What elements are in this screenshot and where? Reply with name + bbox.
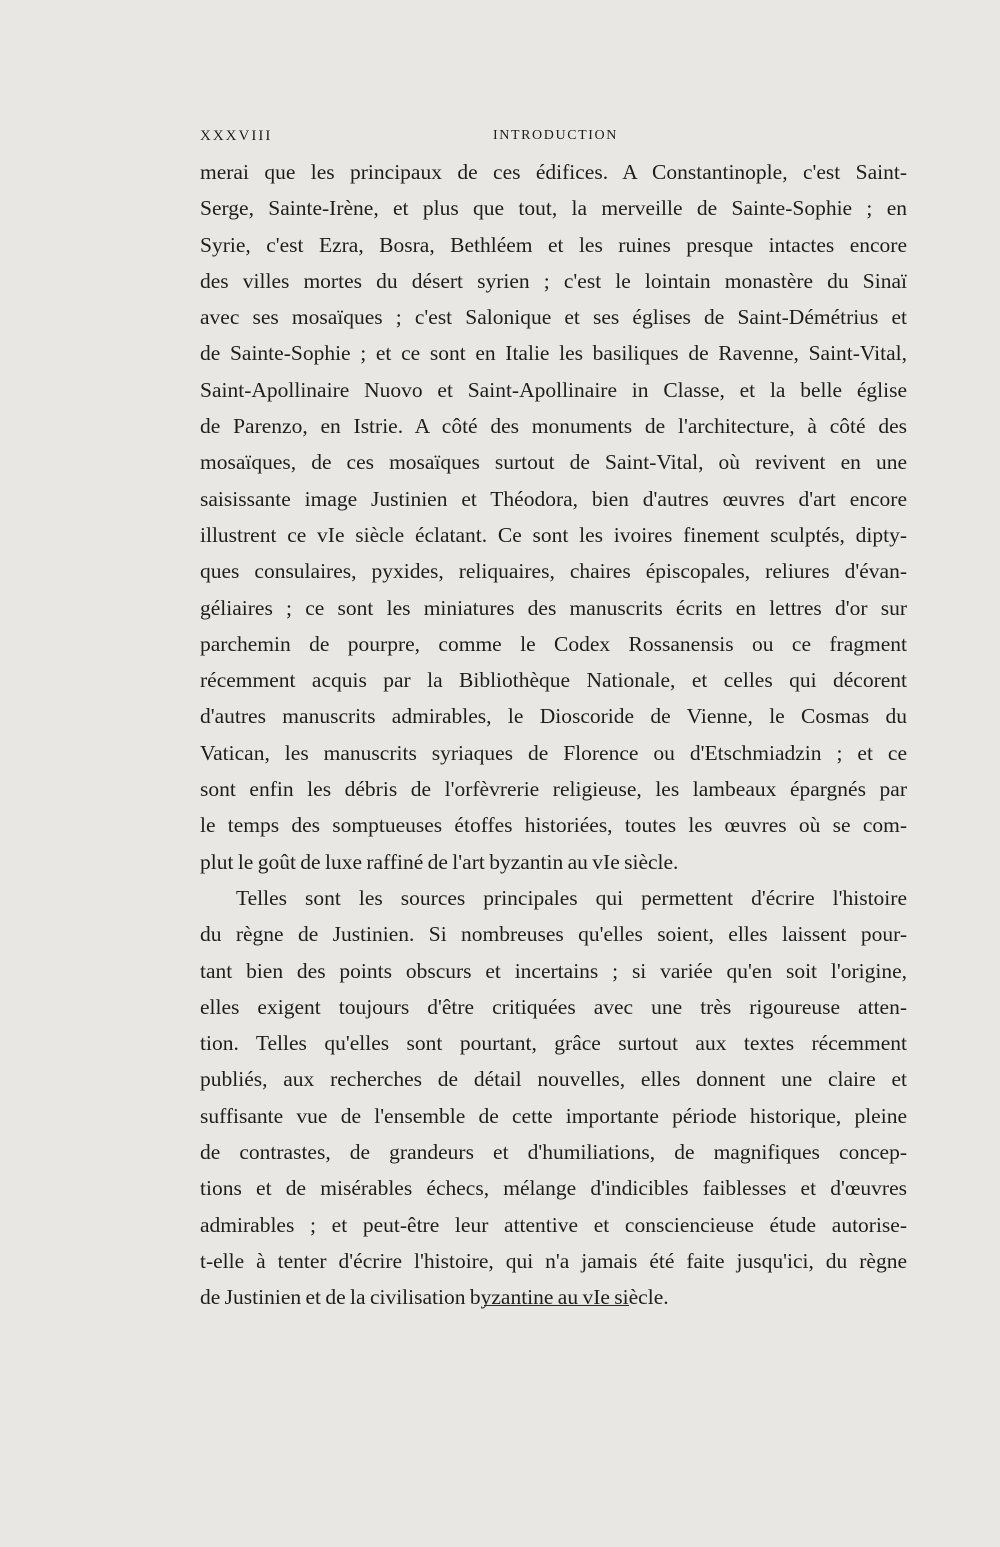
text-line: géliaires ; ce sont les miniatures des manuscrits écrits en lettres d'or sur [200,595,907,620]
text-line: mosaïques, de ces mosaïques surtout de Saint-Vital, où revivent en une [200,450,907,475]
paragraph-1 [200,154,907,880]
body-text [200,154,907,1316]
text-line: de contrastes, de grandeurs et d'humiliations, de magnifiques concep- [200,1140,907,1165]
text-line: tant bien des points obscurs et incertains ; si variée qu'en soit l'origine, [200,958,907,983]
text-line: tions et de misérables échecs, mélange d'indicibles faiblesses et d'œuvres [200,1176,907,1201]
text-line: des villes mortes du désert syrien ; c'est le lointain monastère du Sinaï [200,268,907,293]
text-line: suffisante vue de l'ensemble de cette importante période historique, pleine [200,1103,907,1128]
text-line: parchemin de pourpre, comme le Codex Rossanensis ou ce fragment [200,631,907,656]
page-number: XXXVIII [200,128,273,144]
running-head: INTRODUCTION [493,128,618,143]
text-line: Vatican, les manuscrits syriaques de Florence ou d'Etschmiadzin ; et ce [200,740,907,765]
text-line: de Justinien et de la civilisation byzantine au vIe siècle. [200,1285,669,1310]
text-line: récemment acquis par la Bibliothèque Nationale, et celles qui décorent [200,668,907,693]
text-line: admirables ; et peut-être leur attentive et consciencieuse étude autorise- [200,1212,907,1237]
text-line: de Sainte-Sophie ; et ce sont en Italie les basiliques de Ravenne, Saint-Vital, [200,341,907,366]
text-line: publiés, aux recherches de détail nouvelles, elles donnent une claire et [200,1067,907,1092]
text-line: Syrie, c'est Ezra, Bosra, Bethléem et les ruines presque intactes encore [200,232,907,257]
text-line: t-elle à tenter d'écrire l'histoire, qui n'a jamais été faite jusqu'ici, du règne [200,1248,907,1273]
text-line: de Parenzo, en Istrie. A côté des monuments de l'architecture, à côté des [200,414,907,439]
text-line: d'autres manuscrits admirables, le Dioscoride de Vienne, le Cosmas du [200,704,907,729]
text-line: tion. Telles qu'elles sont pourtant, grâce surtout aux textes récemment [200,1031,907,1056]
text-line: merai que les principaux de ces édifices. A Constantinople, c'est Saint- [200,160,907,184]
text-line: le temps des somptueuses étoffes historiées, toutes les œuvres où se com- [200,813,907,838]
text-line: plut le goût de luxe raffiné de l'art byzantin au vIe siècle. [200,849,679,874]
text-line: saisissante image Justinien et Théodora, bien d'autres œuvres d'art encore [200,486,907,511]
paragraph-2 [200,880,907,1316]
page-header [200,128,805,150]
text-line: sont enfin les débris de l'orfèvrerie religieuse, les lambeaux épargnés par [200,777,907,802]
text-line: Saint-Apollinaire Nuovo et Saint-Apollinaire in Classe, et la belle église [200,377,907,402]
text-line: Serge, Sainte-Irène, et plus que tout, la merveille de Sainte-Sophie ; en [200,196,907,221]
text-line: du règne de Justinien. Si nombreuses qu'elles soient, elles laissent pour- [200,922,907,947]
text-line: ques consulaires, pyxides, reliquaires, chaires épiscopales, reliures d'évan- [200,559,907,584]
text-line: elles exigent toujours d'être critiquées avec une très rigoureuse atten- [200,994,907,1019]
text-line: illustrent ce vIe siècle éclatant. Ce sont les ivoires finement sculptés, dipty- [200,522,907,547]
text-line: Telles sont les sources principales qui permettent d'écrire l'histoire [236,885,907,910]
text-line: avec ses mosaïques ; c'est Salonique et ses églises de Saint-Démétrius et [200,305,907,330]
end-rule [484,1305,629,1306]
